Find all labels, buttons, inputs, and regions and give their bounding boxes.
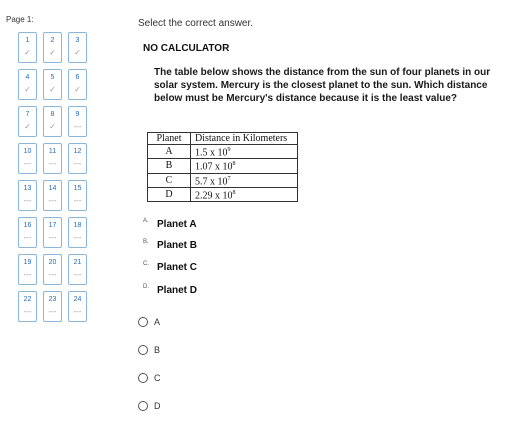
unanswered-indicator: --- bbox=[73, 307, 82, 316]
question-nav-8[interactable] bbox=[43, 106, 62, 137]
unanswered-indicator: --- bbox=[48, 159, 57, 168]
checkmark-icon: ✓ bbox=[49, 122, 56, 131]
choice-label: B bbox=[154, 345, 161, 355]
question-number: 10 bbox=[23, 148, 32, 155]
distance-exponent: 9 bbox=[227, 147, 231, 153]
unanswered-indicator: --- bbox=[48, 307, 57, 316]
question-number: 8 bbox=[50, 111, 55, 118]
radio-button[interactable] bbox=[138, 345, 148, 355]
question-number: 20 bbox=[48, 259, 57, 266]
checkmark-icon: ✓ bbox=[49, 85, 56, 94]
section-heading: NO CALCULATOR bbox=[143, 43, 230, 54]
column-header-planet: Planet bbox=[148, 133, 191, 145]
question-nav-16[interactable] bbox=[18, 217, 37, 248]
option-letter: B. bbox=[143, 239, 149, 245]
question-number: 12 bbox=[73, 148, 82, 155]
planet-cell: D bbox=[148, 187, 191, 201]
question-number: 1 bbox=[25, 37, 30, 44]
column-header-distance: Distance in Kilometers bbox=[191, 133, 298, 145]
checkmark-icon: ✓ bbox=[49, 48, 56, 57]
unanswered-indicator: --- bbox=[23, 196, 32, 205]
question-nav-24[interactable] bbox=[68, 291, 87, 322]
choice-label: C bbox=[154, 373, 161, 383]
checkmark-icon: ✓ bbox=[24, 85, 31, 94]
checkmark-icon: ✓ bbox=[74, 85, 81, 94]
checkmark-icon: ✓ bbox=[24, 122, 31, 131]
question-number: 15 bbox=[73, 185, 82, 192]
question-number: 19 bbox=[23, 259, 32, 266]
distance-mantissa: 2.29 x 10 bbox=[195, 190, 233, 202]
question-number: 24 bbox=[73, 296, 82, 303]
question-nav-9[interactable] bbox=[68, 106, 87, 137]
question-number: 11 bbox=[48, 148, 57, 155]
choice-label: D bbox=[154, 401, 161, 411]
checkmark-icon: ✓ bbox=[74, 48, 81, 57]
option-text: Planet B bbox=[157, 240, 198, 251]
table-row bbox=[148, 159, 298, 173]
distance-cell bbox=[191, 159, 298, 173]
table-row bbox=[148, 145, 298, 159]
table-row bbox=[148, 187, 298, 201]
question-number: 18 bbox=[73, 222, 82, 229]
question-nav-17[interactable] bbox=[43, 217, 62, 248]
page-label: Page 1: bbox=[6, 15, 34, 24]
question-number: 2 bbox=[50, 37, 55, 44]
question-nav-2[interactable] bbox=[43, 32, 62, 63]
distance-exponent: 8 bbox=[232, 161, 236, 168]
unanswered-indicator: --- bbox=[48, 196, 57, 205]
question-number: 5 bbox=[50, 74, 55, 81]
question-nav-21[interactable] bbox=[68, 254, 87, 285]
checkmark-icon: ✓ bbox=[24, 48, 31, 57]
question-number: 4 bbox=[25, 74, 30, 81]
question-nav-4[interactable] bbox=[18, 69, 37, 100]
question-number: 16 bbox=[23, 222, 32, 229]
option-text: Planet C bbox=[157, 262, 198, 273]
question-nav-22[interactable] bbox=[18, 291, 37, 322]
distance-cell bbox=[191, 145, 298, 159]
question-nav-5[interactable] bbox=[43, 69, 62, 100]
planet-cell: B bbox=[148, 159, 191, 173]
question-nav-10[interactable] bbox=[18, 143, 37, 174]
table-header-row bbox=[148, 133, 298, 145]
unanswered-indicator: --- bbox=[73, 270, 82, 279]
question-number: 14 bbox=[48, 185, 57, 192]
question-nav-18[interactable] bbox=[68, 217, 87, 248]
question-nav-3[interactable] bbox=[68, 32, 87, 63]
unanswered-indicator: --- bbox=[73, 196, 82, 205]
question-nav-6[interactable] bbox=[68, 69, 87, 100]
unanswered-indicator: --- bbox=[48, 270, 57, 279]
question-nav-1[interactable] bbox=[18, 32, 37, 63]
option-text: Planet D bbox=[157, 285, 198, 296]
question-number: 6 bbox=[75, 74, 80, 81]
option-letter: D. bbox=[143, 284, 149, 290]
question-nav-20[interactable] bbox=[43, 254, 62, 285]
unanswered-indicator: --- bbox=[48, 233, 57, 242]
unanswered-indicator: --- bbox=[73, 159, 82, 168]
option-text: Planet A bbox=[157, 219, 197, 230]
distance-exponent: 7 bbox=[227, 175, 231, 182]
question-number: 3 bbox=[75, 37, 80, 44]
question-number: 13 bbox=[23, 185, 32, 192]
question-number: 21 bbox=[73, 259, 82, 266]
distance-exponent: 8 bbox=[232, 189, 236, 196]
unanswered-indicator: --- bbox=[73, 233, 82, 242]
question-nav-12[interactable] bbox=[68, 143, 87, 174]
question-number: 23 bbox=[48, 296, 57, 303]
table-row bbox=[148, 173, 298, 187]
unanswered-indicator: --- bbox=[23, 270, 32, 279]
distance-mantissa: 1.5 x 10 bbox=[195, 147, 228, 159]
distance-mantissa: 5.7 x 10 bbox=[195, 175, 228, 187]
question-text: The table below shows the distance from the sun of four planets in our solar system. Mercury is the closest planet to the sun. Which distance below must be Mercury's distance because it is the least value? bbox=[154, 67, 491, 104]
question-number: 7 bbox=[25, 111, 30, 118]
instruction-text: Select the correct answer. bbox=[138, 18, 254, 29]
distance-cell bbox=[191, 173, 298, 187]
question-nav-11[interactable] bbox=[43, 143, 62, 174]
question-nav-19[interactable] bbox=[18, 254, 37, 285]
radio-button[interactable] bbox=[138, 401, 148, 411]
unanswered-indicator: --- bbox=[23, 233, 32, 242]
question-nav-15[interactable] bbox=[68, 180, 87, 211]
distance-table bbox=[147, 132, 298, 202]
distance-mantissa: 1.07 x 10 bbox=[195, 161, 233, 173]
unanswered-indicator: --- bbox=[23, 159, 32, 168]
question-nav-13[interactable] bbox=[18, 180, 37, 211]
radio-button[interactable] bbox=[138, 317, 148, 327]
radio-button[interactable] bbox=[138, 373, 148, 383]
planet-cell: A bbox=[148, 145, 191, 159]
distance-cell bbox=[191, 187, 298, 201]
unanswered-indicator: --- bbox=[23, 307, 32, 316]
planet-cell: C bbox=[148, 173, 191, 187]
option-letter: C. bbox=[143, 261, 149, 267]
question-number: 9 bbox=[75, 111, 80, 118]
question-nav-14[interactable] bbox=[43, 180, 62, 211]
question-number: 22 bbox=[23, 296, 32, 303]
question-nav-23[interactable] bbox=[43, 291, 62, 322]
unanswered-indicator: --- bbox=[73, 122, 82, 131]
question-number: 17 bbox=[48, 222, 57, 229]
option-letter: A. bbox=[143, 218, 149, 224]
choice-label: A bbox=[154, 317, 161, 327]
question-nav-7[interactable] bbox=[18, 106, 37, 137]
